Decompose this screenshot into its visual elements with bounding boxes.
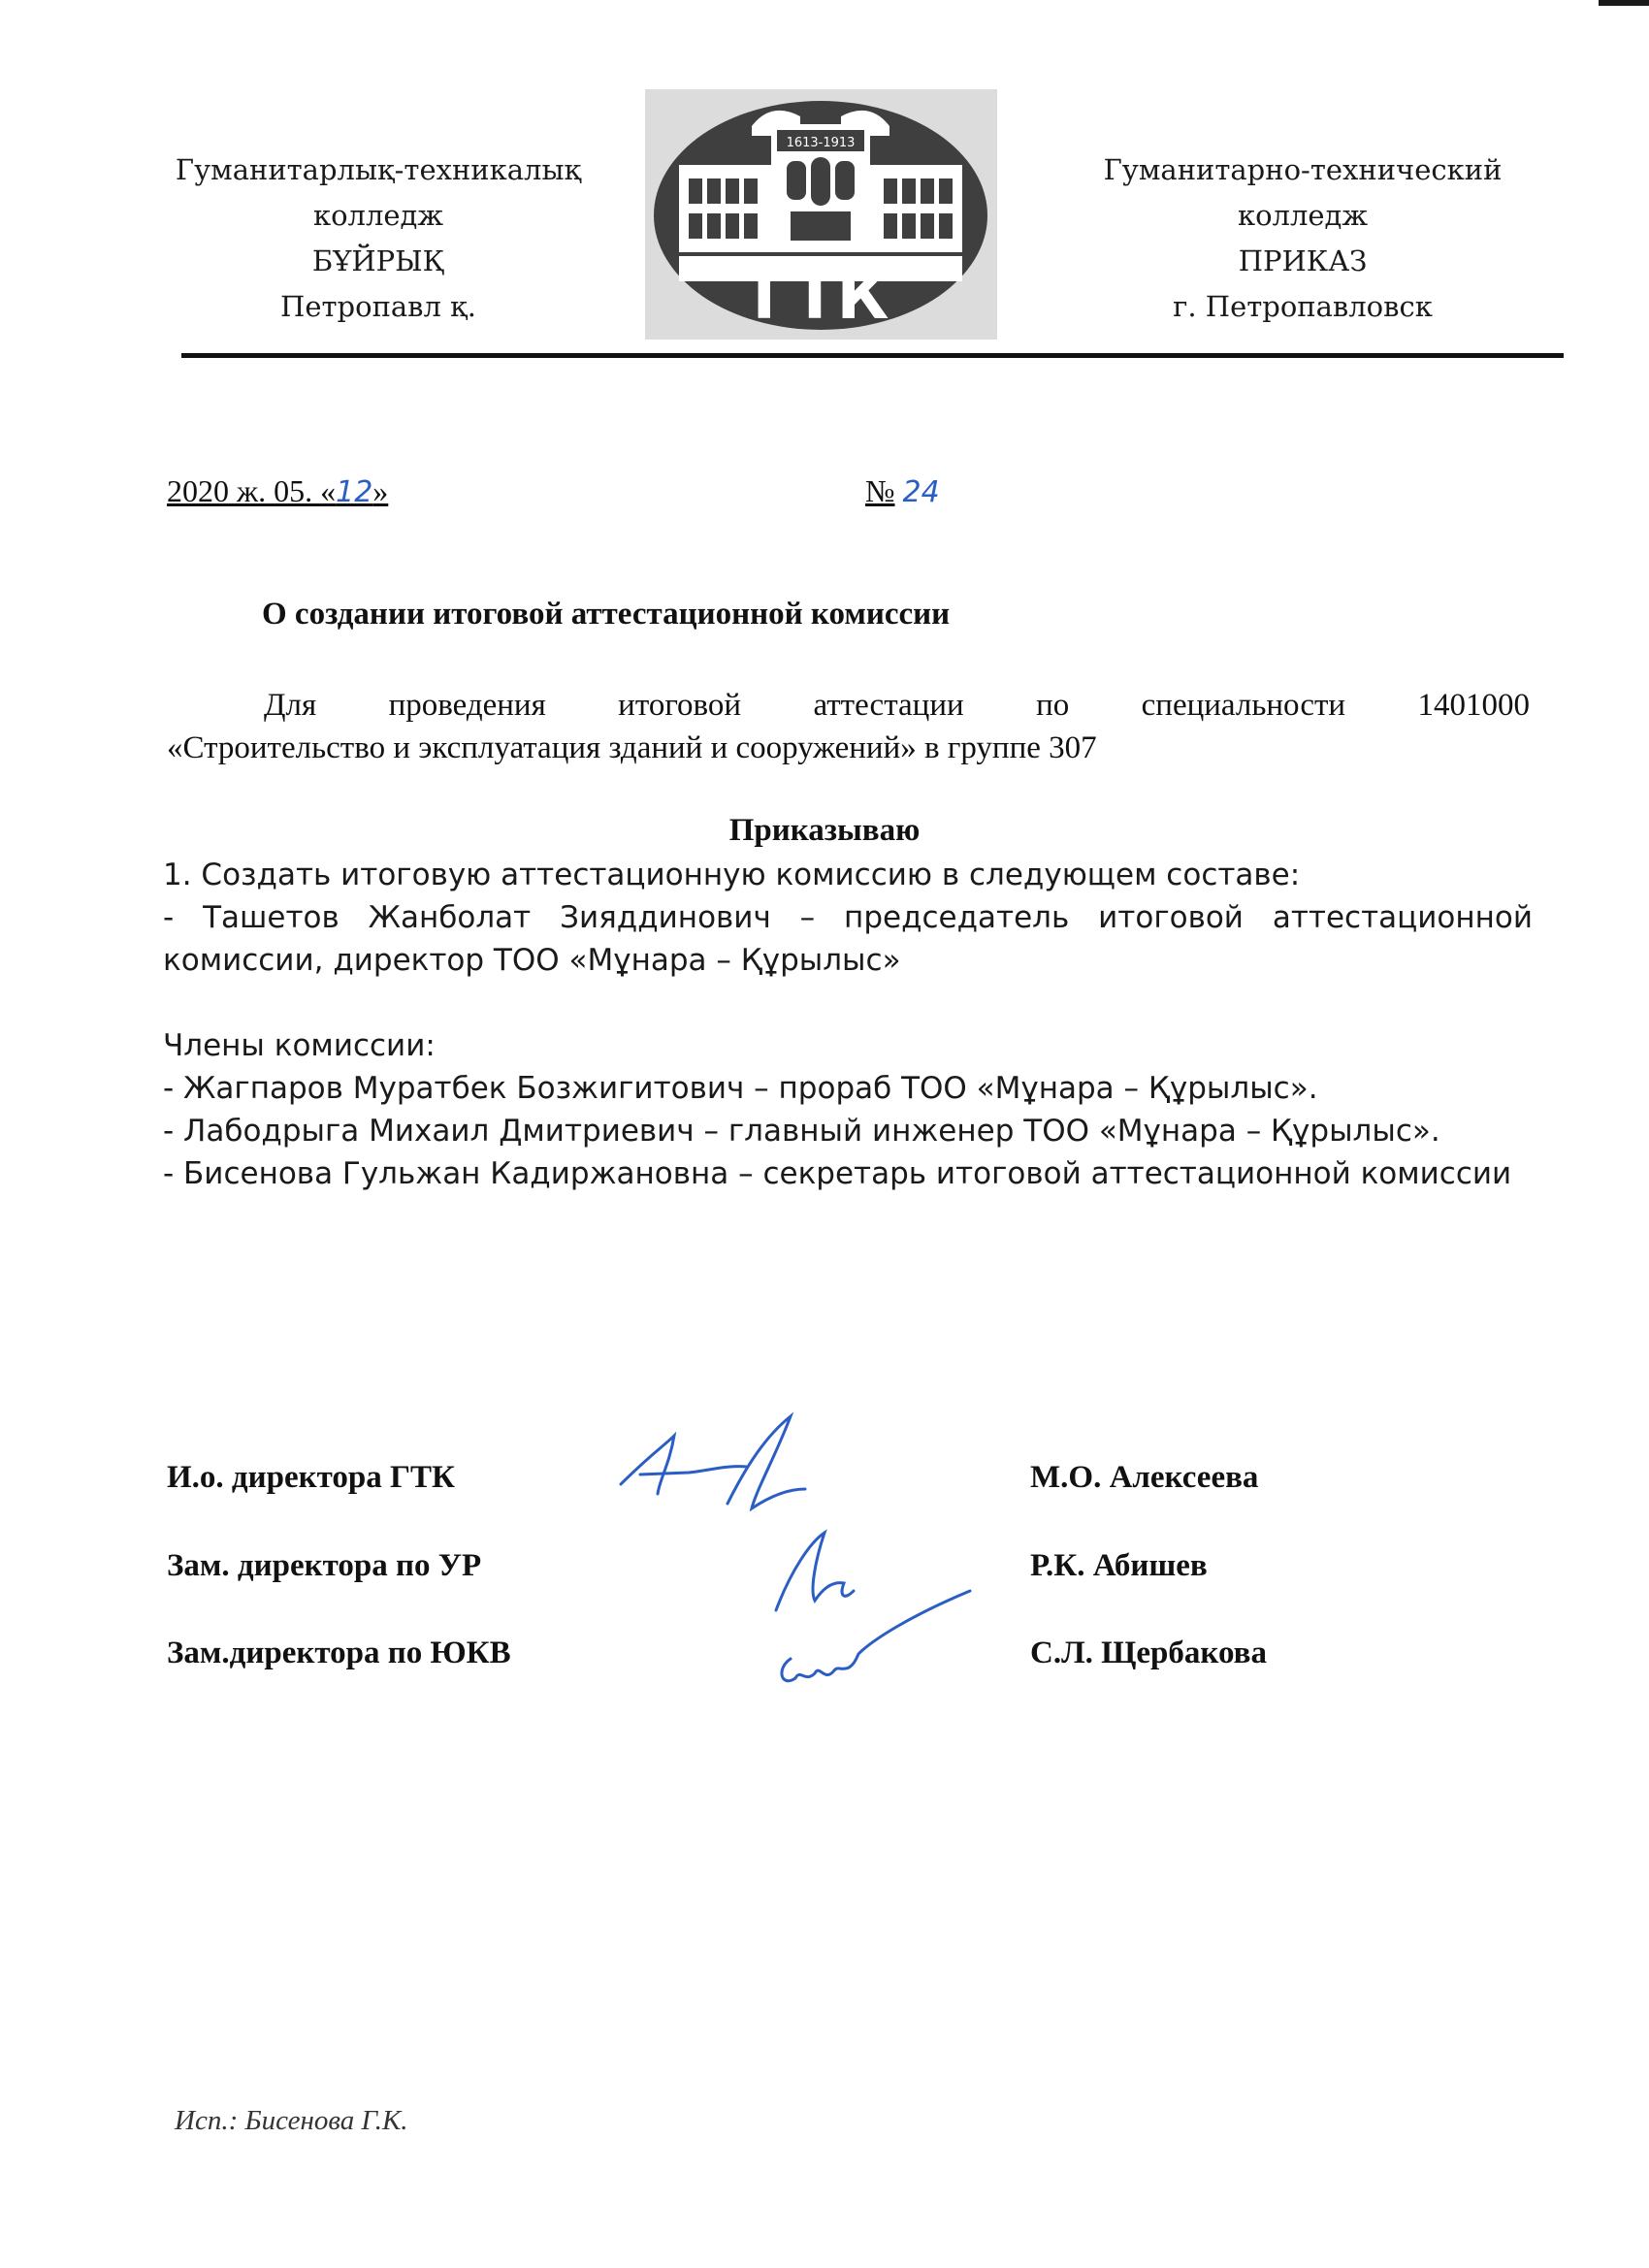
intro-line1: Для проведения итоговой аттестации по специальности 1401000 — [264, 688, 1530, 723]
header-right-line3: ПРИКАЗ — [1238, 244, 1368, 277]
chair-line1: - Ташетов Жанболат Зияддинович – председатель итоговой аттестационной — [163, 900, 1533, 935]
signature-row — [167, 1548, 1525, 1597]
order-item-1: 1. Создать итоговую аттестационную комиссию в следующем составе: — [163, 858, 1301, 892]
order-number — [865, 473, 940, 509]
members-heading: Члены комиссии: — [163, 1028, 436, 1063]
number-value-handwritten: 24 — [902, 475, 940, 509]
document-title: О создании итоговой аттестационной комиссии — [262, 597, 951, 632]
signatory-role: Зам. директора по УР — [167, 1548, 482, 1583]
chair-line2: комиссии, директор ТОО «Мұнара – Құрылыс» — [163, 943, 901, 978]
signatory-role: Зам.директора по ЮКВ — [167, 1636, 511, 1670]
intro-line2: «Строительство и эксплуатация зданий и сооружений» в группе 307 — [167, 730, 1097, 765]
signatory-name: Р.К. Абишев — [1030, 1548, 1208, 1583]
order-date — [167, 473, 388, 509]
logo-letters: ГТК — [752, 259, 889, 334]
header-right-line1: Гуманитарно-технический — [1103, 153, 1503, 186]
signatory-role: И.о. директора ГТК — [167, 1460, 455, 1495]
date-prefix: 2020 ж. 05. « — [167, 473, 337, 508]
date-day-handwritten: 12 — [336, 475, 373, 509]
header-left-line1: Гуманитарлық-техникалық — [175, 153, 582, 186]
header-right-line2: колледж — [1237, 199, 1369, 232]
scan-corner-mark — [1599, 0, 1649, 6]
signatory-name: С.Л. Щербакова — [1030, 1636, 1267, 1670]
college-logo — [645, 89, 997, 340]
executor-note: Исп.: Бисенова Г.К. — [175, 2105, 408, 2136]
header-left-line2: колледж — [312, 199, 444, 232]
header-left-line4: Петропавл қ. — [280, 290, 476, 323]
signature-row — [167, 1460, 1525, 1508]
number-label: № — [865, 473, 895, 508]
member-item: - Бисенова Гульжан Кадиржановна – секретарь итоговой аттестационной комиссии — [163, 1156, 1512, 1191]
member-item: - Лабодрыга Михаил Дмитриевич – главный инженер ТОО «Мұнара – Құрылыс». — [163, 1114, 1440, 1149]
header-right-line4: г. Петропавловск — [1173, 290, 1433, 323]
date-suffix: » — [372, 473, 389, 508]
logo-years: 1613-1913 — [786, 136, 856, 150]
signature-row — [167, 1636, 1525, 1684]
signatory-name: М.О. Алексеева — [1030, 1460, 1259, 1495]
order-body — [163, 854, 1533, 1195]
header-left-kazakh — [150, 147, 606, 330]
college-logo-graphic — [645, 89, 997, 340]
intro-paragraph — [167, 684, 1530, 769]
header-right-russian — [1075, 147, 1531, 330]
order-heading: Приказываю — [728, 813, 921, 848]
header-left-line3: БҰЙРЫҚ — [311, 244, 445, 277]
header-divider — [181, 353, 1564, 358]
member-item: - Жагпаров Муратбек Бозжигитович – прораб ТОО «Мұнара – Құрылыс». — [163, 1071, 1318, 1106]
